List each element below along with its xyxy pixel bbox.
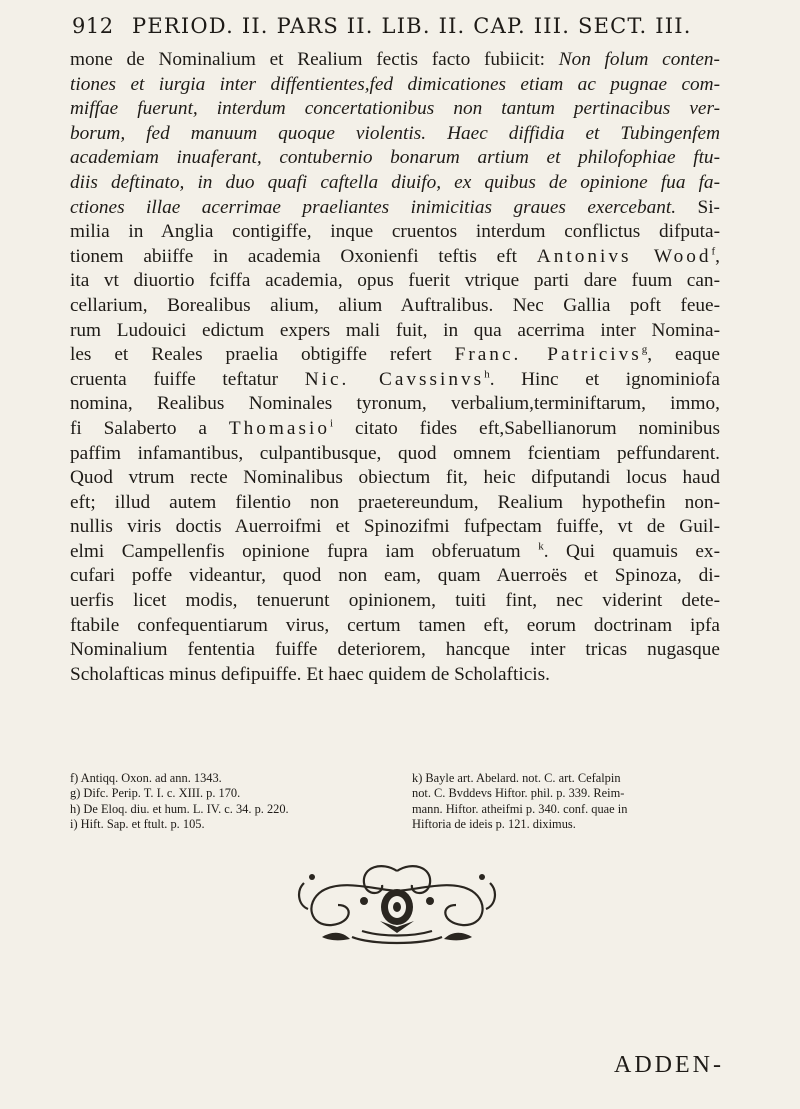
text-line <box>70 638 720 663</box>
text-segment: Nic. Cavssinvs <box>304 368 485 390</box>
footnote-line: h) De Eloq. diu. et hum. L. IV. c. 34. p. 220. <box>70 801 289 816</box>
text-line <box>70 589 720 614</box>
text-line <box>70 466 720 491</box>
text-segment: Non folum conten- <box>558 49 720 70</box>
footnote-line: f) Antiqq. Oxon. ad ann. 1343. <box>70 771 222 785</box>
text-segment: citato fides eft,Sabellianorum nominibus <box>333 417 720 439</box>
text-line <box>70 319 720 344</box>
text-line <box>70 491 720 516</box>
text-segment: ita vt diuortio fciffa academia, opus fuerit vtrique parti dare fuum can- <box>70 270 720 292</box>
text-segment: Franc. Patricivs <box>454 344 642 366</box>
text-line <box>70 245 720 270</box>
text-line <box>70 368 720 393</box>
text-segment: Quod vtrum recte Nominalibus obiectum fit, heic difputandi locus haud <box>70 467 720 489</box>
text-line <box>70 146 720 171</box>
text-segment: ctiones illae acerrimae praeliantes inimicitias graues exercebant. <box>70 196 677 218</box>
text-segment: eft; illud autem filentio non praetereundum, Realium hypothefin non- <box>70 491 720 513</box>
text-line <box>70 540 720 565</box>
text-segment: fi Salaberto a <box>70 417 229 439</box>
text-segment: cufari poffe videantur, quod non eam, quam Auerroës et Spinoza, di- <box>70 565 720 587</box>
text-line <box>70 442 720 467</box>
text-segment: les et Reales praelia obtigiffe refert <box>70 344 455 366</box>
footnote-marker: h <box>484 368 490 381</box>
text-segment: , <box>715 245 720 267</box>
text-segment: diis deftinato, in duo quafi caftella diuifo, ex quibus de opinione fua fa- <box>70 171 720 193</box>
text-segment: uerfis licet modis, tenuerunt opinionem, tuiti fint, nec viderint dete- <box>70 590 720 612</box>
text-segment: borum, fed manuum quoque violentis. Haec diffidia et Tubingenfem <box>70 122 720 144</box>
text-segment: Si- <box>676 196 720 218</box>
text-line <box>70 269 720 294</box>
footnote-marker: g <box>641 343 648 356</box>
running-header <box>72 14 712 42</box>
text-line <box>70 417 720 442</box>
decorative-vignette <box>292 861 502 947</box>
text-segment: cellarium, Borealibus alium, alium Auftralibus. Nec Gallia poft feue- <box>70 294 720 316</box>
footnote-marker: i <box>329 417 334 430</box>
text-segment: Thomasio <box>228 417 330 439</box>
text-segment: . Qui quamuis ex- <box>543 540 720 562</box>
text-segment: ftabile confequentiarum virus, certum tamen eft, eorum doctrinam ipfa <box>70 614 720 636</box>
footnote-marker: k <box>538 540 544 553</box>
text-line <box>70 73 720 98</box>
text-segment: Nominalium fententia fuiffe deteriorem, hancque inter tricas nugasque <box>70 639 720 661</box>
footnotes-right-column <box>412 771 730 833</box>
text-segment: elmi Campellenfis opinione fupra iam obferuatum <box>70 540 539 562</box>
text-line <box>70 122 720 147</box>
text-line <box>70 343 720 368</box>
text-line <box>70 97 720 122</box>
text-line <box>70 196 720 221</box>
catchword: ADDEN- <box>614 1052 724 1078</box>
text-line <box>70 220 720 245</box>
text-segment: . Hinc et ignominiofa <box>489 368 720 390</box>
text-segment: tiones et iurgia inter diffentientes,fed dimicationes etiam ac pugnae com- <box>70 73 720 95</box>
footnote-marker: f <box>711 245 716 258</box>
text-line <box>70 171 720 196</box>
text-segment: tionem abiiffe in academia Oxonienfi teftis eft <box>70 245 537 267</box>
running-head: PERIOD. II. PARS II. LIB. II. CAP. III. SECT. III. <box>132 14 692 38</box>
text-line <box>70 564 720 589</box>
main-paragraph <box>70 48 720 687</box>
text-segment: milia in Anglia contigiffe, inque cruentos interdum conflictus difputa- <box>70 221 720 243</box>
text-segment: Antonivs Wood <box>536 245 712 267</box>
text-segment: nomina, Realibus Nominales tyronum, verbalium,terminiftarum, immo, <box>70 393 720 415</box>
text-line <box>70 48 720 73</box>
text-segment: nullis viris doctis Auerroifmi et Spinozifmi fufpectam fuiffe, vt de Guil- <box>70 516 720 538</box>
text-segment: Scholafticas minus defipuiffe. Et haec quidem de Scholafticis. <box>70 663 550 685</box>
text-segment: cruenta fuiffe teftatur <box>70 368 305 390</box>
footnotes-left-column <box>70 771 388 833</box>
text-line <box>70 294 720 319</box>
footnote-line: g) Difc. Perip. T. I. c. XIII. p. 170. <box>70 786 241 801</box>
text-line <box>70 392 720 417</box>
footnote-line: not. C. Bvddevs Hiftor. phil. p. 339. Reim- <box>412 786 625 801</box>
footnote-line: k) Bayle art. Abelard. not. C. art. Cefalpin <box>412 771 621 785</box>
page-number: 912 <box>72 14 114 38</box>
text-segment: rum Ludouici edictum expers mali fuit, in qua acerrima inter Nomina- <box>70 319 720 341</box>
text-segment: academiam inuaferant, contubernio bonarum artium et philofophiae ftu- <box>70 147 720 169</box>
footnote-line: i) Hift. Sap. et ftult. p. 105. <box>70 817 205 832</box>
text-line <box>70 515 720 540</box>
text-segment: paffim infamantibus, culpantibusque, quod omnem fcientiam peffundarent. <box>70 442 720 464</box>
footnotes <box>70 771 730 833</box>
text-line <box>70 663 720 688</box>
footnote-line: mann. Hiftor. atheifmi p. 340. conf. quae in <box>412 801 628 816</box>
text-segment: miffae fuerunt, interdum concertationibus non tantum pertinacibus ver- <box>70 98 720 120</box>
text-segment: mone de Nominalium et Realium fectis facto fubiicit: <box>70 49 559 70</box>
footnote-line: Hiftoria de ideis p. 121. diximus. <box>412 817 576 832</box>
text-segment: , eaque <box>647 344 720 366</box>
text-line <box>70 614 720 639</box>
